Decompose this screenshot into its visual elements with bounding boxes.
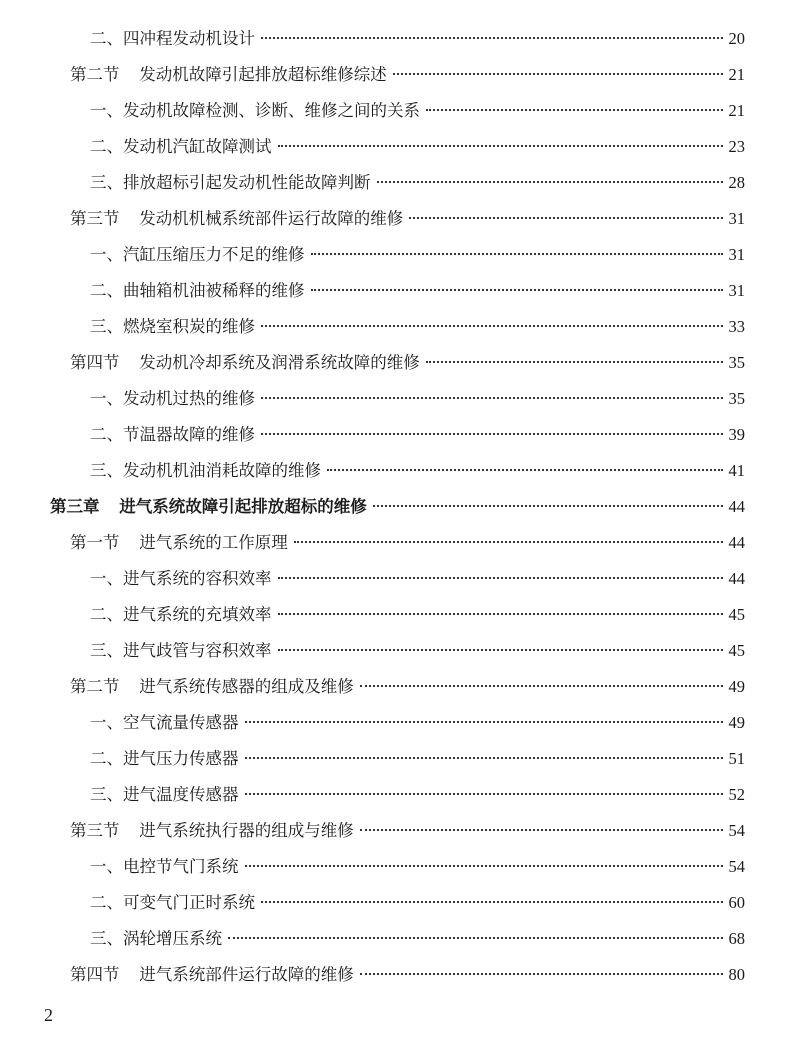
- toc-entry-title: 发动机汽缸故障测试: [123, 137, 272, 156]
- toc-entry-number: 第二节: [70, 65, 120, 84]
- toc-section-entry: [70, 60, 745, 90]
- toc-leader-dots: [360, 829, 723, 831]
- toc-section-entry: [70, 816, 745, 846]
- toc-leader-dots: [228, 937, 723, 939]
- toc-entry-label: [90, 168, 371, 198]
- toc-entry-title: 进气系统的工作原理: [139, 533, 288, 552]
- toc-entry-page: 45: [728, 641, 745, 660]
- toc-entry-page: 52: [728, 785, 745, 804]
- toc-entry-number: 三、: [90, 317, 123, 336]
- toc-entry-number: 三、: [90, 929, 123, 948]
- toc-entry-title: 发动机故障检测、诊断、维修之间的关系: [123, 101, 420, 120]
- toc-subsection-entry: [90, 276, 745, 306]
- toc-leader-dots: [245, 865, 723, 867]
- toc-entry-label: [70, 348, 420, 378]
- toc-leader-dots: [311, 253, 723, 255]
- toc-entry-number: 一、: [90, 857, 123, 876]
- toc-section-entry: [70, 672, 745, 702]
- toc-entry-title: 进气系统执行器的组成与维修: [139, 821, 354, 840]
- toc-entry-page: 21: [728, 65, 745, 84]
- toc-entry-page: 68: [728, 929, 745, 948]
- toc-subsection-entry: [90, 168, 745, 198]
- toc-entry-number: 三、: [90, 461, 123, 480]
- toc-section-entry: [70, 528, 745, 558]
- toc-subsection-entry: [90, 96, 745, 126]
- toc-entry-page: 45: [728, 605, 745, 624]
- toc-entry-label: [90, 456, 321, 486]
- toc-entry-page: 60: [728, 893, 745, 912]
- toc-entry-title: 进气系统部件运行故障的维修: [139, 965, 354, 984]
- toc-leader-dots: [261, 397, 723, 399]
- toc-entry-title: 发动机机油消耗故障的维修: [123, 461, 321, 480]
- toc-entry-label: [90, 312, 255, 342]
- toc-entry-page: 39: [728, 425, 745, 444]
- toc-entry-page: 35: [728, 389, 745, 408]
- toc-section-entry: [70, 348, 745, 378]
- toc-entry-label: [70, 204, 403, 234]
- toc-leader-dots: [261, 37, 723, 39]
- toc-entry-label: [50, 492, 367, 522]
- toc-entry-label: [90, 132, 272, 162]
- toc-entry-title: 进气系统的充填效率: [123, 605, 272, 624]
- toc-entry-page: 44: [728, 569, 745, 588]
- toc-entry-number: 二、: [90, 893, 123, 912]
- toc-entry-label: [70, 960, 354, 990]
- toc-subsection-entry: [90, 384, 745, 414]
- toc-leader-dots: [245, 793, 723, 795]
- toc-entry-number: 二、: [90, 605, 123, 624]
- toc-subsection-entry: [90, 852, 745, 882]
- toc-entry-label: [90, 888, 255, 918]
- toc-subsection-entry: [90, 636, 745, 666]
- toc-entry-title: 进气温度传感器: [123, 785, 239, 804]
- toc-leader-dots: [426, 109, 723, 111]
- toc-leader-dots: [261, 433, 723, 435]
- toc-subsection-entry: [90, 600, 745, 630]
- toc-leader-dots: [393, 73, 723, 75]
- toc-entry-page: 35: [728, 353, 745, 372]
- toc-leader-dots: [278, 145, 723, 147]
- toc-leader-dots: [311, 289, 723, 291]
- toc-entry-title: 汽缸压缩压力不足的维修: [123, 245, 305, 264]
- toc-entry-number: 一、: [90, 101, 123, 120]
- toc-subsection-entry: [90, 780, 745, 810]
- toc-leader-dots: [245, 757, 723, 759]
- toc-subsection-entry: [90, 312, 745, 342]
- toc-subsection-entry: [90, 240, 745, 270]
- toc-entry-page: 23: [728, 137, 745, 156]
- toc-entry-label: [90, 420, 255, 450]
- toc-entry-page: 54: [728, 821, 745, 840]
- toc-entry-number: 一、: [90, 245, 123, 264]
- toc-entry-label: [70, 60, 387, 90]
- toc-entry-label: [90, 780, 239, 810]
- toc-entry-page: 33: [728, 317, 745, 336]
- toc-entry-title: 进气系统传感器的组成及维修: [139, 677, 354, 696]
- toc-entry-title: 曲轴箱机油被稀释的维修: [123, 281, 305, 300]
- toc-entry-number: 二、: [90, 137, 123, 156]
- toc-leader-dots: [377, 181, 723, 183]
- toc-subsection-entry: [90, 132, 745, 162]
- toc-entry-label: [70, 672, 354, 702]
- toc-entry-number: 二、: [90, 425, 123, 444]
- toc-entry-page: 44: [728, 533, 745, 552]
- toc-section-entry: [70, 960, 745, 990]
- toc-entry-number: 二、: [90, 749, 123, 768]
- toc-entry-number: 第四节: [70, 965, 120, 984]
- toc-entry-label: [90, 708, 239, 738]
- toc-entry-page: 31: [728, 281, 745, 300]
- toc-entry-number: 一、: [90, 713, 123, 732]
- toc-entry-page: 51: [728, 749, 745, 768]
- toc-leader-dots: [426, 361, 723, 363]
- toc-entry-title: 四冲程发动机设计: [123, 29, 255, 48]
- toc-entry-title: 节温器故障的维修: [123, 425, 255, 444]
- toc-entry-label: [90, 636, 272, 666]
- toc-entry-label: [90, 24, 255, 54]
- toc-entry-page: 80: [728, 965, 745, 984]
- toc-entry-title: 空气流量传感器: [123, 713, 239, 732]
- toc-subsection-entry: [90, 888, 745, 918]
- toc-subsection-entry: [90, 744, 745, 774]
- toc-entry-title: 发动机故障引起排放超标维修综述: [139, 65, 387, 84]
- toc-entry-page: 54: [728, 857, 745, 876]
- toc-entry-title: 涡轮增压系统: [123, 929, 222, 948]
- toc-section-entry: [70, 204, 745, 234]
- toc-entry-title: 进气系统故障引起排放超标的维修: [119, 497, 367, 516]
- toc-subsection-entry: [90, 564, 745, 594]
- toc-entry-page: 28: [728, 173, 745, 192]
- toc-entry-label: [90, 276, 305, 306]
- toc-entry-number: 三、: [90, 173, 123, 192]
- toc-leader-dots: [373, 505, 723, 507]
- toc-entry-title: 发动机过热的维修: [123, 389, 255, 408]
- toc-chapter-entry: [50, 492, 745, 522]
- toc-entry-label: [70, 816, 354, 846]
- toc-entry-page: 44: [728, 497, 745, 516]
- toc-entry-number: 第三节: [70, 209, 120, 228]
- toc-entry-title: 发动机冷却系统及润滑系统故障的维修: [139, 353, 420, 372]
- toc-entry-title: 进气歧管与容积效率: [123, 641, 272, 660]
- toc-entry-page: 31: [728, 245, 745, 264]
- toc-entry-title: 进气压力传感器: [123, 749, 239, 768]
- toc-leader-dots: [360, 973, 723, 975]
- toc-entry-label: [90, 744, 239, 774]
- toc-entry-title: 进气系统的容积效率: [123, 569, 272, 588]
- toc-entry-label: [70, 528, 288, 558]
- toc-leader-dots: [327, 469, 723, 471]
- toc-entry-page: 31: [728, 209, 745, 228]
- toc-entry-number: 第一节: [70, 533, 120, 552]
- toc-entry-title: 电控节气门系统: [123, 857, 239, 876]
- page-number: 2: [44, 1005, 53, 1025]
- toc-entry-page: 20: [728, 29, 745, 48]
- toc-entry-label: [90, 240, 305, 270]
- toc-entry-number: 一、: [90, 569, 123, 588]
- toc-entry-label: [90, 384, 255, 414]
- toc-entry-title: 可变气门正时系统: [123, 893, 255, 912]
- toc-leader-dots: [261, 901, 723, 903]
- toc-leader-dots: [278, 649, 723, 651]
- toc-entry-number: 第四节: [70, 353, 120, 372]
- toc-leader-dots: [278, 613, 723, 615]
- toc-leader-dots: [294, 541, 723, 543]
- toc-entry-label: [90, 924, 222, 954]
- toc-entry-number: 二、: [90, 281, 123, 300]
- toc-leader-dots: [409, 217, 722, 219]
- toc-entry-title: 排放超标引起发动机性能故障判断: [123, 173, 371, 192]
- toc-entry-number: 一、: [90, 389, 123, 408]
- toc-entry-number: 第三节: [70, 821, 120, 840]
- toc-entry-number: 第二节: [70, 677, 120, 696]
- toc-entry-title: 燃烧室积炭的维修: [123, 317, 255, 336]
- toc-subsection-entry: [90, 708, 745, 738]
- toc-entry-number: 二、: [90, 29, 123, 48]
- toc-entry-label: [90, 600, 272, 630]
- toc-leader-dots: [245, 721, 723, 723]
- toc-subsection-entry: [90, 456, 745, 486]
- toc-entry-number: 三、: [90, 785, 123, 804]
- toc-entry-page: 49: [728, 677, 745, 696]
- toc-subsection-entry: [90, 924, 745, 954]
- toc-subsection-entry: [90, 24, 745, 54]
- toc-leader-dots: [360, 685, 723, 687]
- toc-subsection-entry: [90, 420, 745, 450]
- toc-entry-label: [90, 564, 272, 594]
- toc-entry-number: 第三章: [50, 497, 100, 516]
- toc-entry-page: 49: [728, 713, 745, 732]
- toc-entry-page: 21: [728, 101, 745, 120]
- toc-leader-dots: [261, 325, 723, 327]
- toc-entry-label: [90, 96, 420, 126]
- toc-entry-title: 发动机机械系统部件运行故障的维修: [139, 209, 404, 228]
- toc-entry-page: 41: [728, 461, 745, 480]
- toc-leader-dots: [278, 577, 723, 579]
- toc-entry-label: [90, 852, 239, 882]
- toc-entry-number: 三、: [90, 641, 123, 660]
